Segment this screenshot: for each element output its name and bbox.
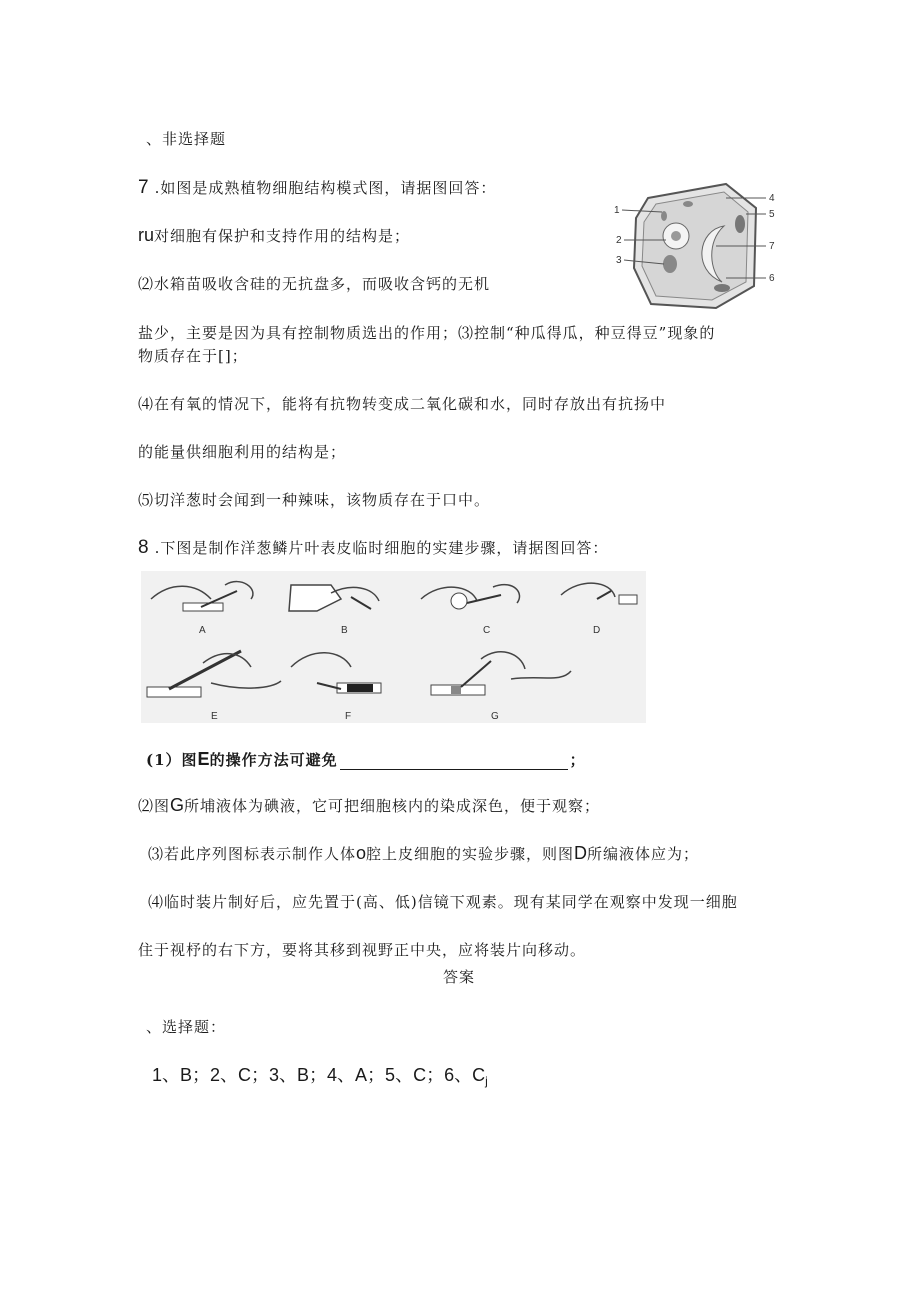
q7-part5: ⑸切洋葱时会闻到一种辣味，该物质存在于口中。 bbox=[138, 491, 491, 509]
answers-list bbox=[152, 1061, 488, 1088]
step-label-e: E bbox=[211, 711, 218, 722]
q7-part2: ⑵水箱苗吸收含硅的无抗盘多，而吸收含钙的无机 bbox=[138, 275, 491, 293]
plant-cell-diagram bbox=[606, 178, 786, 318]
q7-part1-prefix: ru bbox=[138, 225, 155, 245]
q7-part4: ⑷在有氧的情况下，能将有抗物转变成二氧化碳和水，同时存放出有抗扬中 bbox=[138, 395, 667, 413]
q8-part1 bbox=[146, 749, 586, 770]
q8-part4: ⑷临时装片制好后，应先置于(高、低)信镜下观素。现有某同学在观察中发现一细胞 bbox=[148, 893, 738, 911]
q7-part3-cont: 物质存在于[]； bbox=[138, 347, 248, 365]
step-label-f: F bbox=[345, 711, 352, 722]
q8-part1-end: ； bbox=[569, 751, 586, 769]
q7-part1 bbox=[138, 225, 410, 246]
q8-part1-answer-blank bbox=[340, 753, 568, 770]
cell-label-3: 3 bbox=[616, 255, 622, 266]
answers-section: 、选择题： bbox=[146, 1018, 227, 1036]
q8-part1-start: (1）图 bbox=[146, 751, 198, 769]
step-label-d: D bbox=[593, 625, 601, 636]
cell-label-7: 7 bbox=[769, 241, 775, 252]
q7-number: 7 bbox=[138, 177, 149, 198]
answers-heading: 答案 bbox=[443, 968, 476, 986]
q8-stem: .下图是制作洋葱鳞片叶表皮临时细胞的实建步骤，请据图回答： bbox=[154, 539, 609, 557]
cell-label-2: 2 bbox=[616, 235, 622, 246]
step-label-c: C bbox=[483, 625, 491, 636]
step-label-g: G bbox=[491, 711, 499, 722]
q8-part2-fig-g: G bbox=[170, 795, 185, 815]
q7-part3: 盐少，主要是因为具有控制物质选出的作用；⑶控制“种瓜得瓜，种豆得豆”现象的 bbox=[138, 324, 716, 342]
q8-part4-cont: 住于视杼的右下方，要将其移到视野正中央，应将装片向移动。 bbox=[138, 941, 587, 959]
q8-part2-rest: 所埔液体为碘液，它可把细胞核内的染成深色，便于观察； bbox=[184, 797, 601, 815]
q7-stem-line bbox=[138, 177, 496, 199]
slide-procedure-diagram bbox=[141, 571, 646, 723]
q8-part1-rest: 的操作方法可避免 bbox=[209, 751, 338, 769]
q8-part2-start: ⑵图 bbox=[138, 797, 171, 815]
answers-list-suffix: j bbox=[485, 1074, 488, 1088]
cell-label-5: 5 bbox=[769, 209, 775, 220]
q8-part3-fig-d: D bbox=[574, 843, 588, 863]
cell-label-1: 1 bbox=[614, 205, 620, 216]
q8-part3-o: o bbox=[356, 843, 367, 863]
q8-stem-line bbox=[138, 537, 608, 559]
q7-stem: .如图是成熟植物细胞结构模式图，请据图回答： bbox=[154, 179, 497, 197]
cell-label-6: 6 bbox=[769, 273, 775, 284]
q8-part1-fig-e: E bbox=[197, 749, 210, 769]
step-label-a: A bbox=[199, 625, 206, 636]
answers-list-text: 1、B；2、C；3、B；4、A；5、C；6、C bbox=[152, 1065, 486, 1085]
section-heading-nonchoice: 、非选择题 bbox=[146, 130, 227, 148]
q8-part3-mid: 腔上皮细胞的实验步骤，则图 bbox=[366, 845, 575, 863]
q8-part3-end: 所编液体应为； bbox=[587, 845, 700, 863]
q7-part1-text: 对细胞有保护和支持作用的结构是； bbox=[154, 227, 411, 245]
q8-part3 bbox=[148, 843, 699, 864]
q8-part3-start: ⑶若此序列图标表示制作人体 bbox=[148, 845, 357, 863]
q7-part4-cont: 的能量供细胞利用的结构是； bbox=[138, 443, 347, 461]
step-label-b: B bbox=[341, 625, 348, 636]
cell-label-4: 4 bbox=[769, 193, 775, 204]
q8-part2 bbox=[138, 795, 600, 816]
q8-number: 8 bbox=[138, 537, 149, 558]
